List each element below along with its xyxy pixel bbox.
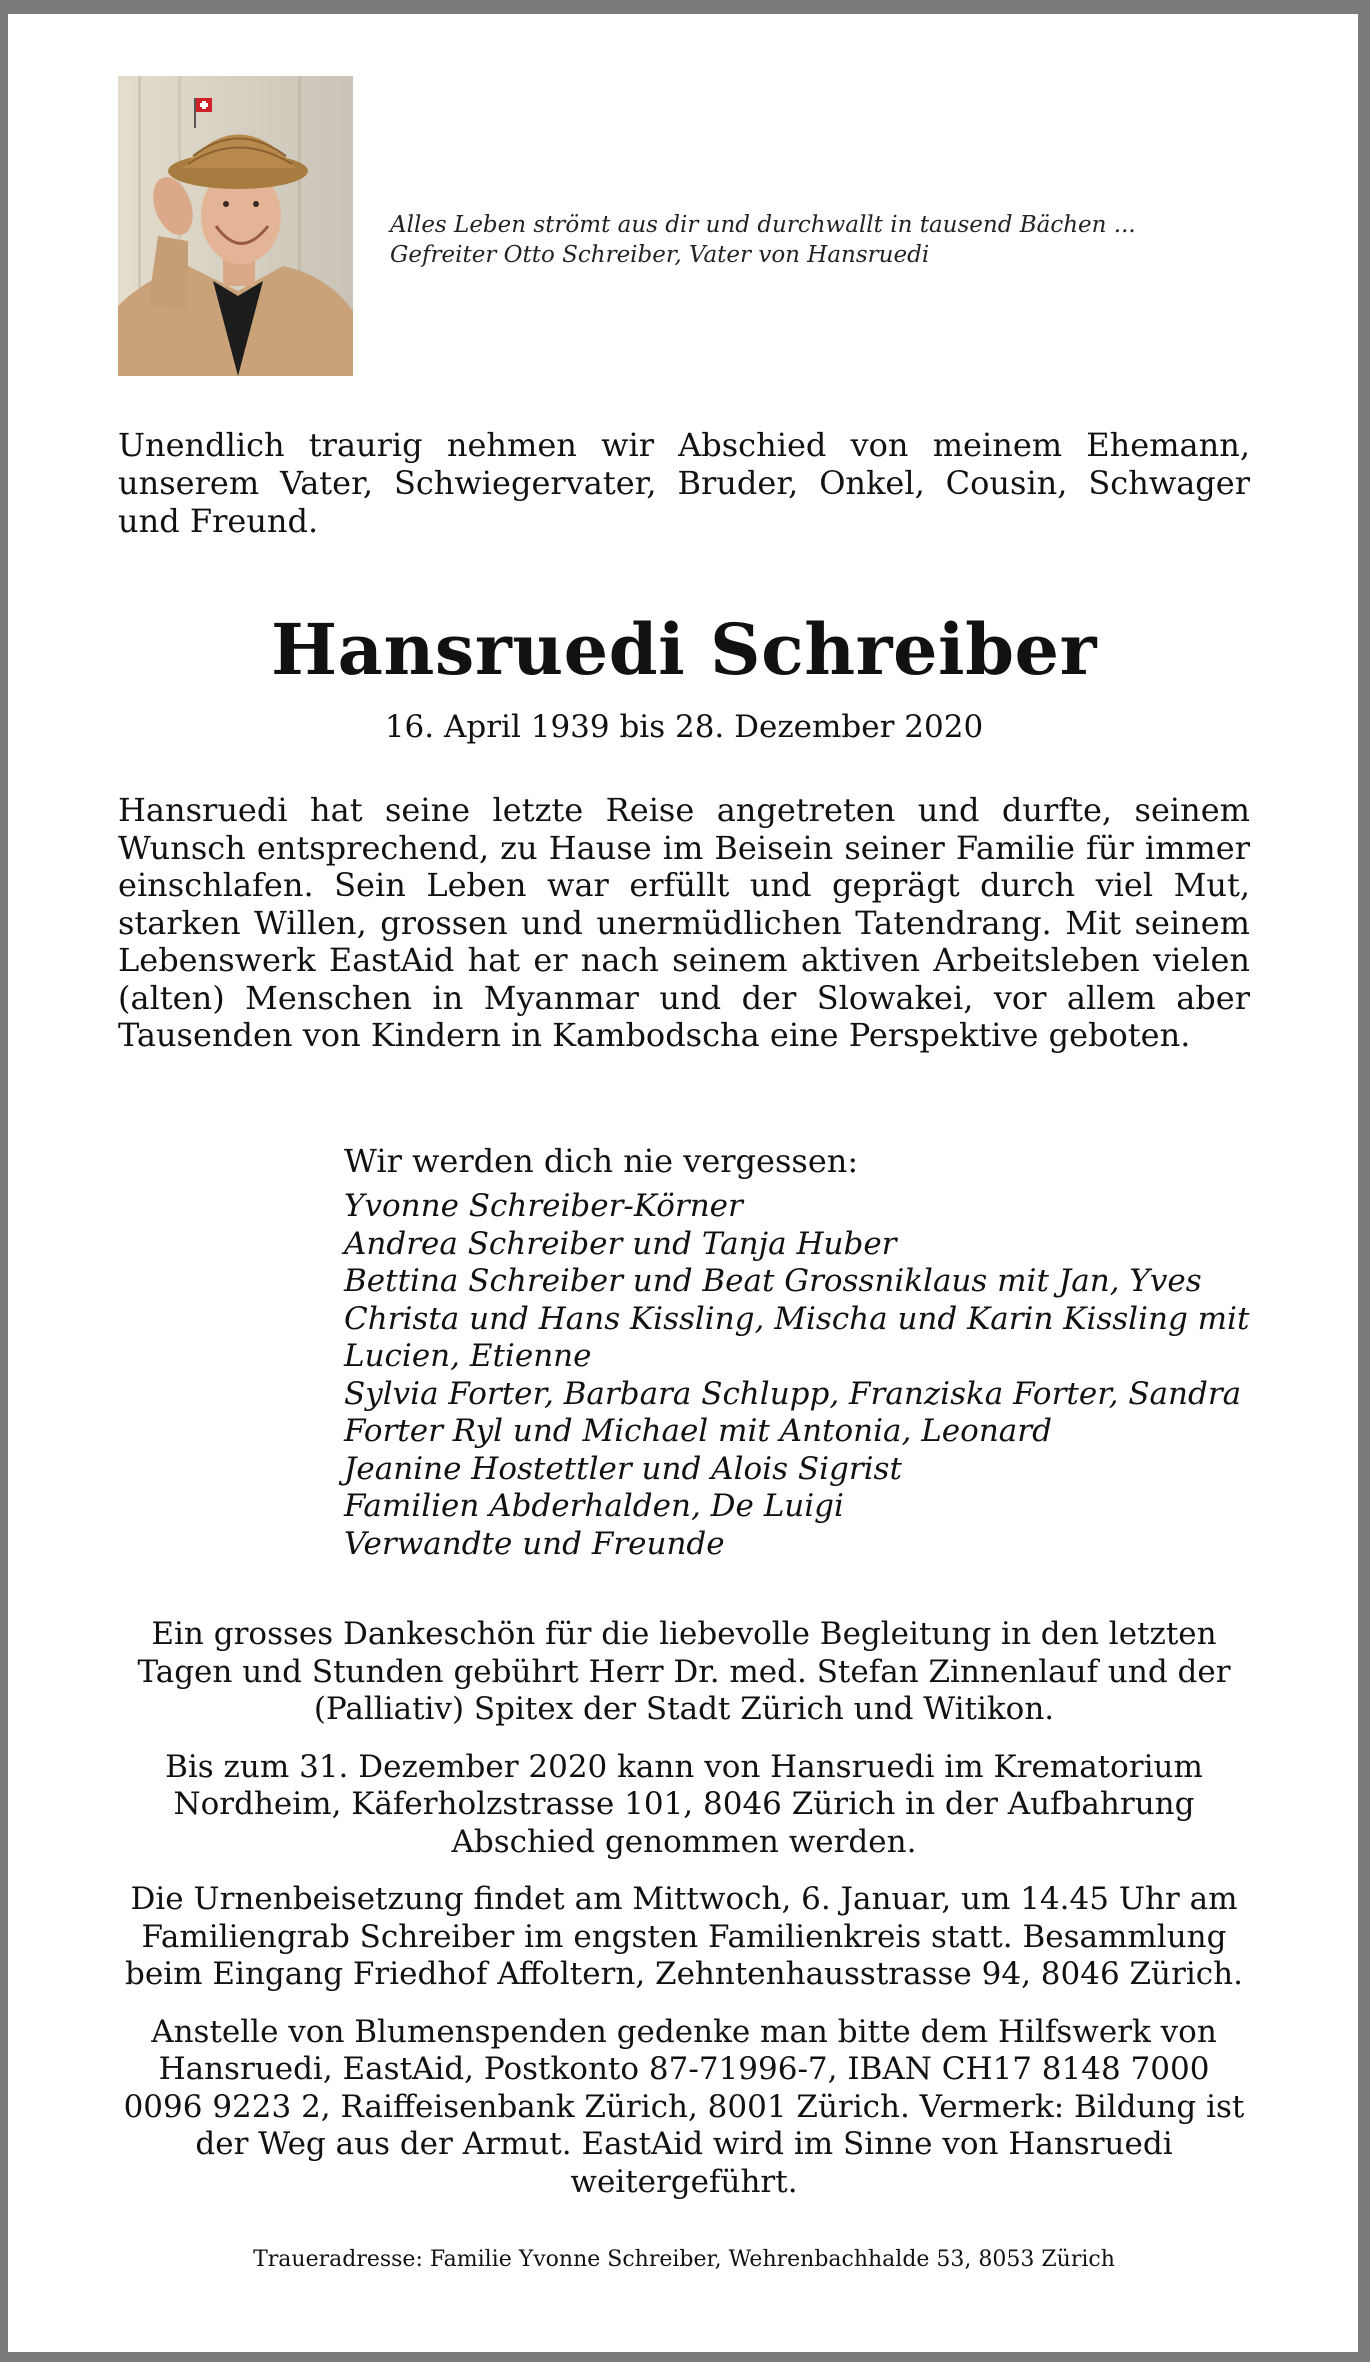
thanks-paragraph: Ein grosses Dankeschön für die liebevolle Begleitung in den letzten Tagen und Stunden gebührt Herr Dr. med. Stefan Zinnenlauf und der (Palliativ) Spitex der Stadt Zürich und Witikon. [137, 1616, 1231, 1727]
mourning-address: Traueradresse: Familie Yvonne Schreiber, Wehrenbachhalde 53, 8053 Zürich [253, 2247, 1115, 2272]
life-dates: 16. April 1939 bis 28. Dezember 2020 [384, 709, 984, 745]
closing-notes [118, 1616, 1250, 2221]
obituary-notice [8, 14, 1358, 2352]
mourner-entry: Verwandte und Freunde [344, 1525, 725, 1562]
mourners-list [344, 1142, 1274, 1563]
mourner-entry: Andrea Schreiber und Tanja Huber [344, 1225, 897, 1262]
motto-line-1: Alles Leben strömt aus dir und durchwallt in tausend Bächen ... [390, 212, 1136, 238]
intro-paragraph: Unendlich traurig nehmen wir Abschied von meinem Ehemann, unserem Vater, Schwiegervater, Bruder, Onkel, Cousin, Schwager und Freund. [118, 426, 1250, 540]
mourner-entry: Yvonne Schreiber-Körner [344, 1188, 743, 1224]
burial-paragraph: Die Urnenbeisetzung findet am Mittwoch, 6. Januar, um 14.45 Uhr am Familiengrab Schreiber im engsten Familienkreis statt. Besammlung beim Eingang Friedhof Affoltern, Zehntenhausstrasse 94, 8046 Zürich. [125, 1881, 1243, 1992]
mourner-entry: Familien Abderhalden, De Luigi [344, 1488, 844, 1524]
donation-paragraph: Anstelle von Blumenspenden gedenke man bitte dem Hilfswerk von Hansruedi, EastAid, Postkonto 87-71996-7, IBAN CH17 8148 7000 0096 9223 2, Raiffeisenbank Zürich, 8001 Zürich. Vermerk: Bildung ist der Weg aus der Armut. EastAid wird im Sinne von Hansruedi weitergeführt. [123, 2013, 1245, 2200]
mourner-entry: Sylvia Forter, Barbara Schlupp, Franziska Forter, Sandra Forter Ryl und Michael mit Antonia, Leonard [344, 1375, 1242, 1449]
deceased-name: Hansruedi Schreiber [271, 608, 1097, 691]
mourners-lead: Wir werden dich nie vergessen: [344, 1142, 859, 1180]
portrait-photo [118, 76, 353, 376]
motto-attribution: Gefreiter Otto Schreiber, Vater von Hansruedi [390, 242, 930, 268]
viewing-paragraph: Bis zum 31. Dezember 2020 kann von Hansruedi im Krematorium Nordheim, Käferholzstrasse 101, 8046 Zürich in der Aufbahrung Abschied genommen werden. [165, 1748, 1203, 1860]
mourner-entry: Jeanine Hostettler und Alois Sigrist [344, 1450, 902, 1487]
biography-paragraph: Hansruedi hat seine letzte Reise angetreten und durfte, seinem Wunsch entsprechend, zu Hause im Beisein seiner Familie für immer einschlafen. Sein Leben war erfüllt und geprägt durch viel Mut, starken Willen, grossen und unermüdlichen Tatendrang. Mit seinem Lebenswerk EastAid hat er nach seinem aktiven Arbeitsleben vielen (alten) Menschen in Myanmar und der Slowakei, vor allem aber Tausenden von Kindern in Kambodscha eine Perspektive geboten. [118, 791, 1250, 1054]
motto-quote [390, 210, 1290, 270]
mourner-entry: Christa und Hans Kissling, Mischa und Karin Kissling mit Lucien, Etienne [344, 1300, 1250, 1374]
mourner-entry: Bettina Schreiber und Beat Grossniklaus mit Jan, Yves [344, 1263, 1202, 1299]
